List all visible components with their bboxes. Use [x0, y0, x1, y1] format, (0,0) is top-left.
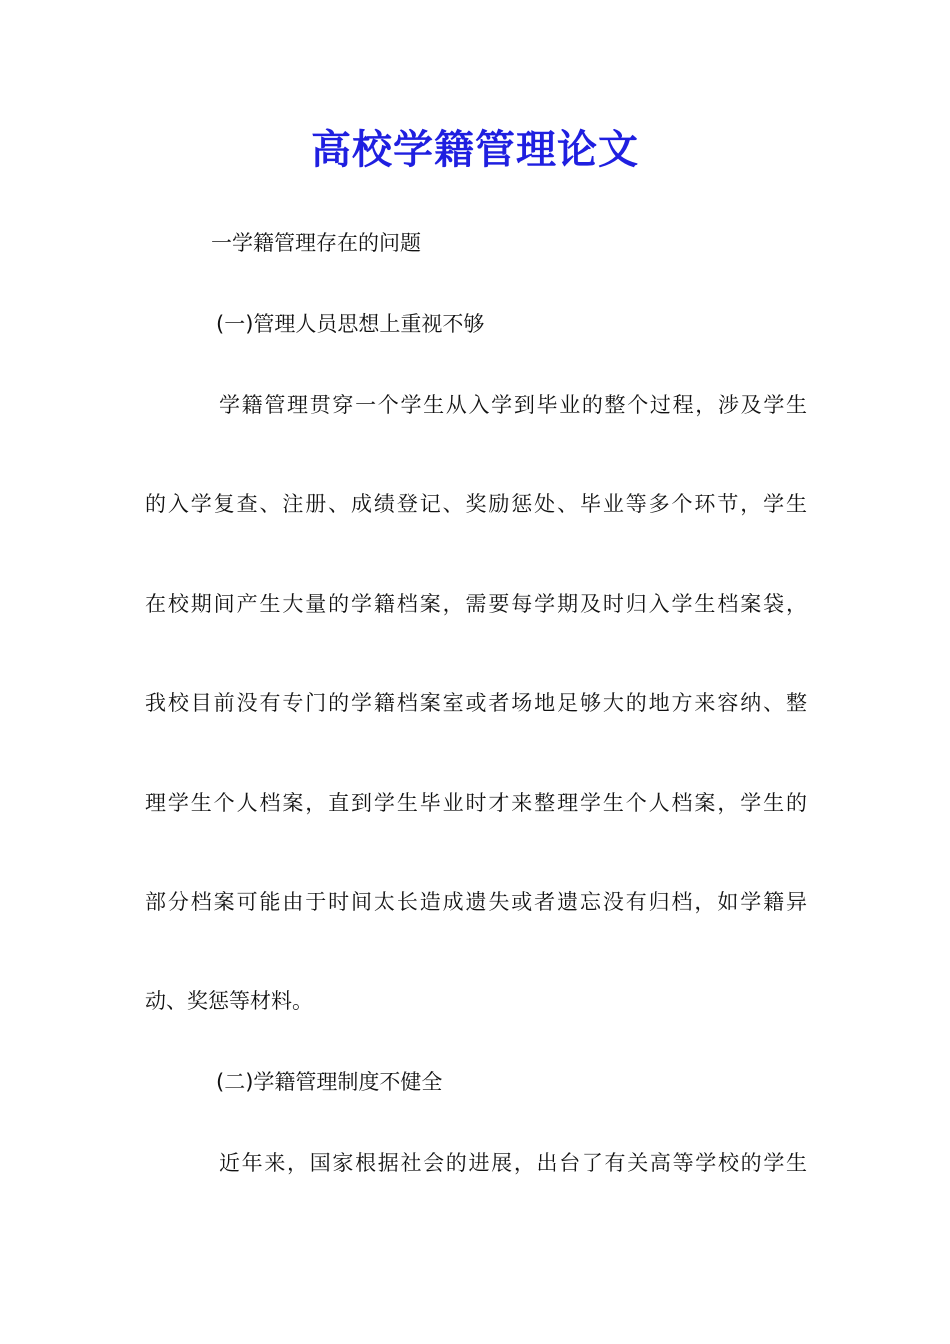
- document-title: 高校学籍管理论文: [311, 126, 639, 173]
- paragraph-1-line-4: 我校目前没有专门的学籍档案室或者场地足够大的地方来容纳、整: [145, 691, 807, 715]
- paragraph-1-line-1: 学籍管理贯穿一个学生从入学到毕业的整个过程，涉及学生: [219, 393, 807, 417]
- paragraph-1-line-3: 在校期间产生大量的学籍档案，需要每学期及时归入学生档案袋，: [145, 592, 807, 616]
- section-heading: 一学籍管理存在的问题: [211, 231, 421, 255]
- paragraph-1-line-6: 部分档案可能由于时间太长造成遗失或者遗忘没有归档，如学籍异: [145, 890, 807, 914]
- paragraph-1-line-2: 的入学复查、注册、成绩登记、奖励惩处、毕业等多个环节，学生: [145, 492, 807, 516]
- paragraph-1-line-7: 动、奖惩等材料。: [145, 989, 313, 1013]
- sub-heading-2: (二)学籍管理制度不健全: [216, 1070, 443, 1094]
- paragraph-2-line-1: 近年来，国家根据社会的进展，出台了有关高等学校的学生: [219, 1151, 807, 1175]
- sub-heading-1: (一)管理人员思想上重视不够: [216, 312, 485, 336]
- paragraph-1-line-5: 理学生个人档案，直到学生毕业时才来整理学生个人档案，学生的: [145, 791, 807, 815]
